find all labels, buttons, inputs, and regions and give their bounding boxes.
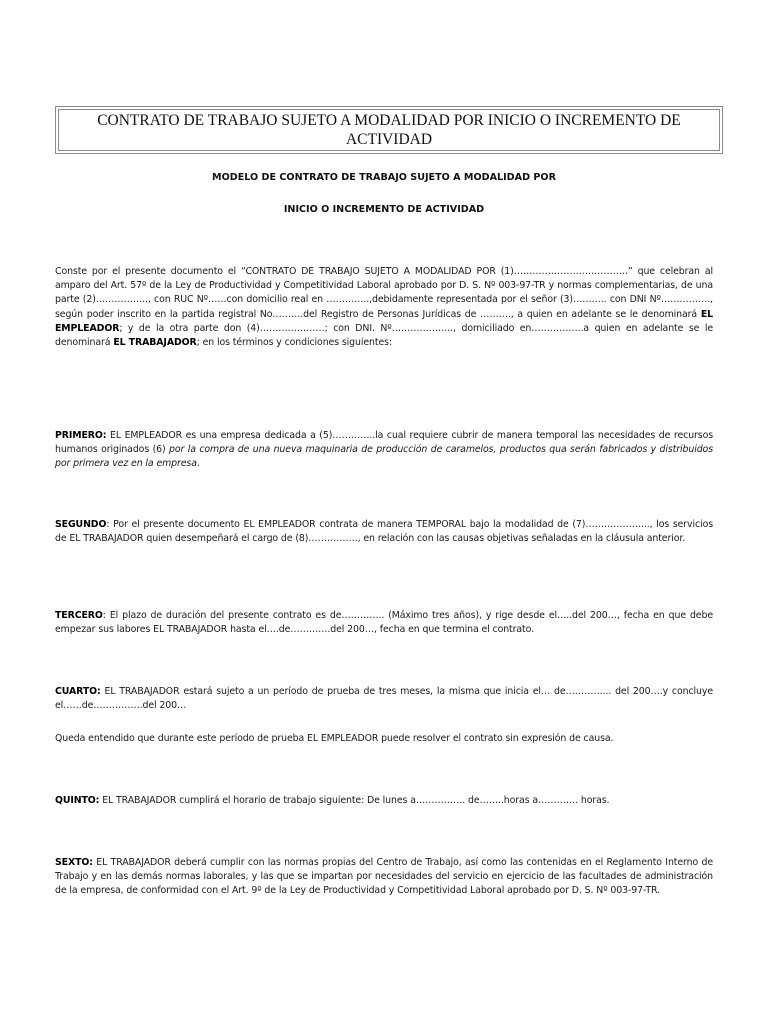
clause-sexto-text: EL TRABAJADOR deberá cumplir con las normas propias del Centro de Trabajo, así como las contenidas en el Reglamento Interno de Trabajo y en las demás normas laborales, y las que se impartan por necesidades del servicio en ejercicio de las facultades de administración de la empresa, de conformidad con el Art. 9º de la Ley de Productividad y Competitividad Laboral aprobado por D. S. Nº 003-97-TR.: [55, 857, 713, 897]
clause-cuarto: [55, 685, 713, 713]
clause-tercero-label: TERCERO: [55, 610, 103, 621]
clause-tercero-text: : El plazo de duración del presente contrato es de………….. (Máximo tres años), y rige desde el…..del 200…, fecha en que debe empezar sus labores EL TRABAJADOR hasta el….de………….del 200…, fecha en que termina el contrato.: [55, 610, 713, 636]
clause-cuarto-label: CUARTO:: [55, 686, 101, 697]
title-box: [55, 106, 723, 154]
intro-paragraph: [55, 265, 713, 350]
empleador-term: EL EMPLEADOR: [55, 308, 713, 334]
intro-text-3: ; en los términos y condiciones siguientes:: [196, 337, 392, 349]
clause-tercero: [55, 609, 713, 637]
intro-text-1: Conste por el presente documento el “CONTRATO DE TRABAJO SUJETO A MODALIDAD POR (1)……………………………….” que celebran al amparo del Art. 57º de la Ley de Productividad y Competitividad Laboral aprobado por D. S. Nº 003-97-TR y normas complementarias, de una parte (2)…………….., con RUC Nº……con domicilio real en …………..,debidamente representada por el señor (3)……….. con DNI Nº……………., según poder inscrito en la partida registral No……….del Registro de Personas Jurídicas de ………., a quien en adelante se le denominará: [55, 266, 713, 320]
clause-segundo-text: : Por el presente documento EL EMPLEADOR contrata de manera TEMPORAL bajo la modalidad de (7)………………..., los servicios de EL TRABAJADOR quien desempeñará el cargo de (8)……………., en relación con las causas objetivas señaladas en la cláusula anterior.: [55, 519, 713, 545]
clause-primero-text: EL EMPLEADOR es una empresa dedicada a (5)…………..la cual requiere cubrir de manera temporal las necesidades de recursos humanos originados (6): [55, 430, 713, 456]
clause-cuarto-text: EL TRABAJADOR estará sujeto a un período de prueba de tres meses, la misma que inicia el… de…………... del 200….y concluye el……de…………….del 200…: [55, 686, 713, 712]
clause-quinto-text: EL TRABAJADOR cumplirá el horario de trabajo siguiente: De lunes a……………. de……..horas a…………. horas.: [99, 795, 610, 806]
clause-sexto-label: SEXTO:: [55, 857, 93, 868]
subtitle-line-2: INICIO O INCREMENTO DE ACTIVIDAD: [283, 204, 485, 215]
clause-quinto-label: QUINTO:: [55, 795, 100, 806]
clause-segundo: [55, 518, 713, 546]
clause-primero: [55, 429, 713, 472]
subtitle-line-1: MODELO DE CONTRATO DE TRABAJO SUJETO A MODALIDAD POR: [212, 172, 556, 183]
trabajador-term: EL TRABAJADOR: [113, 337, 197, 349]
clause-sexto: [55, 856, 713, 899]
clause-primero-label: PRIMERO:: [55, 430, 107, 441]
clause-quinto: [55, 794, 713, 808]
clause-primero-end: .: [196, 458, 200, 470]
clause-primero-italic: por la compra de una nueva maquinaria de producción de caramelos, productos qua serán fabricados y distribuidos por primera vez en la empresa: [55, 444, 713, 470]
clause-cuarto-extra: Queda entendido que durante este período de prueba EL EMPLEADOR puede resolver el contrato sin expresión de causa.: [55, 733, 614, 744]
document-title: CONTRATO DE TRABAJO SUJETO A MODALIDAD POR INICIO O INCREMENTO DE ACTIVIDAD: [97, 112, 681, 148]
title-box-inner: [58, 109, 720, 151]
clause-segundo-label: SEGUNDO: [55, 519, 107, 530]
intro-text-2: ; y de la otra parte don (4)…………………; con DNI. Nº……………….., domiciliado en……………..a quien en adelante se le denominará: [55, 322, 713, 349]
